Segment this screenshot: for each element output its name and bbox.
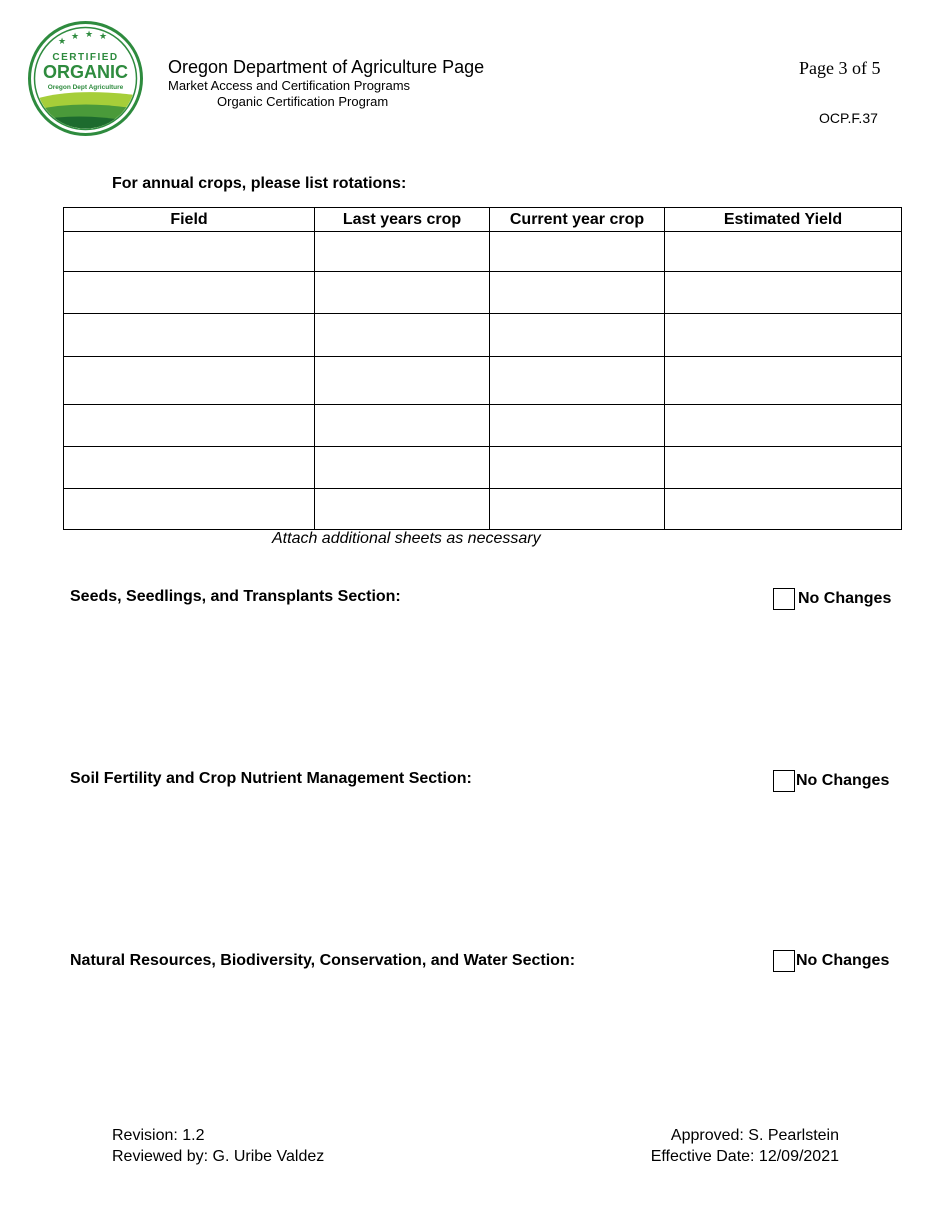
field-cell[interactable] xyxy=(64,314,315,357)
soil-fertility-section-title: Soil Fertility and Crop Nutrient Management Section: xyxy=(70,770,472,787)
svg-text:★: ★ xyxy=(85,29,94,39)
last-years-crop-cell[interactable] xyxy=(315,314,490,357)
revision-number: Revision: 1.2 xyxy=(112,1127,205,1144)
logo-main-text: ORGANIC xyxy=(43,62,128,82)
natural-resources-no-changes xyxy=(773,950,889,972)
field-cell[interactable] xyxy=(64,357,315,405)
effective-date: Effective Date: 12/09/2021 xyxy=(650,1148,839,1165)
seeds-no-changes-checkbox[interactable] xyxy=(773,588,795,610)
page-number: Page 3 of 5 xyxy=(799,58,881,78)
current-year-crop-cell[interactable] xyxy=(490,232,665,272)
last-years-crop-cell[interactable] xyxy=(315,405,490,447)
estimated-yield-cell[interactable] xyxy=(665,232,902,272)
table-row xyxy=(64,232,902,272)
table-row xyxy=(64,357,902,405)
last-years-crop-cell[interactable] xyxy=(315,489,490,530)
agency-title: Oregon Department of Agriculture Page xyxy=(168,57,485,77)
attach-sheets-note: Attach additional sheets as necessary xyxy=(272,530,541,547)
field-cell[interactable] xyxy=(64,405,315,447)
column-header-current-year-crop: Current year crop xyxy=(490,208,665,232)
estimated-yield-cell[interactable] xyxy=(665,272,902,314)
svg-text:★: ★ xyxy=(58,36,67,46)
current-year-crop-cell[interactable] xyxy=(490,272,665,314)
agency-subtitle-organic: Organic Certification Program xyxy=(217,94,389,109)
estimated-yield-cell[interactable] xyxy=(665,314,902,357)
approved-by: Approved: S. Pearlstein xyxy=(670,1127,839,1144)
column-header-last-years-crop: Last years crop xyxy=(315,208,490,232)
agency-subtitle-programs: Market Access and Certification Programs xyxy=(168,78,411,93)
estimated-yield-cell[interactable] xyxy=(665,357,902,405)
natural-resources-no-changes-checkbox[interactable] xyxy=(773,950,795,972)
soil-fertility-no-changes-checkbox[interactable] xyxy=(773,770,795,792)
last-years-crop-cell[interactable] xyxy=(315,272,490,314)
table-row xyxy=(64,272,902,314)
field-cell[interactable] xyxy=(64,447,315,489)
estimated-yield-cell[interactable] xyxy=(665,405,902,447)
column-header-estimated-yield: Estimated Yield xyxy=(665,208,902,232)
estimated-yield-cell[interactable] xyxy=(665,489,902,530)
natural-resources-section-title: Natural Resources, Biodiversity, Conservation, and Water Section: xyxy=(70,952,576,969)
soil-fertility-no-changes xyxy=(773,770,889,792)
certified-organic-logo xyxy=(27,20,144,137)
field-cell[interactable] xyxy=(64,489,315,530)
reviewed-by: Reviewed by: G. Uribe Valdez xyxy=(112,1148,325,1165)
soil-fertility-no-changes-label: No Changes xyxy=(796,772,890,789)
table-row xyxy=(64,405,902,447)
current-year-crop-cell[interactable] xyxy=(490,314,665,357)
field-cell[interactable] xyxy=(64,272,315,314)
seeds-no-changes xyxy=(773,588,891,610)
table-row xyxy=(64,447,902,489)
table-row xyxy=(64,314,902,357)
table-header-row xyxy=(64,208,902,232)
rotation-heading: For annual crops, please list rotations: xyxy=(112,175,407,192)
last-years-crop-cell[interactable] xyxy=(315,357,490,405)
field-cell[interactable] xyxy=(64,232,315,272)
logo-sub-text: Oregon Dept Agriculture xyxy=(47,84,124,91)
table-row xyxy=(64,489,902,530)
last-years-crop-cell[interactable] xyxy=(315,232,490,272)
seeds-section-title: Seeds, Seedlings, and Transplants Section: xyxy=(70,588,401,605)
column-header-field: Field xyxy=(64,208,315,232)
svg-text:★: ★ xyxy=(99,31,108,41)
natural-resources-no-changes-label: No Changes xyxy=(796,952,890,969)
last-years-crop-cell[interactable] xyxy=(315,447,490,489)
current-year-crop-cell[interactable] xyxy=(490,489,665,530)
seeds-no-changes-label: No Changes xyxy=(798,590,892,607)
rotation-table xyxy=(63,207,902,530)
current-year-crop-cell[interactable] xyxy=(490,405,665,447)
logo-top-text: CERTIFIED xyxy=(52,52,119,63)
current-year-crop-cell[interactable] xyxy=(490,447,665,489)
svg-text:★: ★ xyxy=(71,31,80,41)
estimated-yield-cell[interactable] xyxy=(665,447,902,489)
form-code: OCP.F.37 xyxy=(819,110,878,126)
current-year-crop-cell[interactable] xyxy=(490,357,665,405)
